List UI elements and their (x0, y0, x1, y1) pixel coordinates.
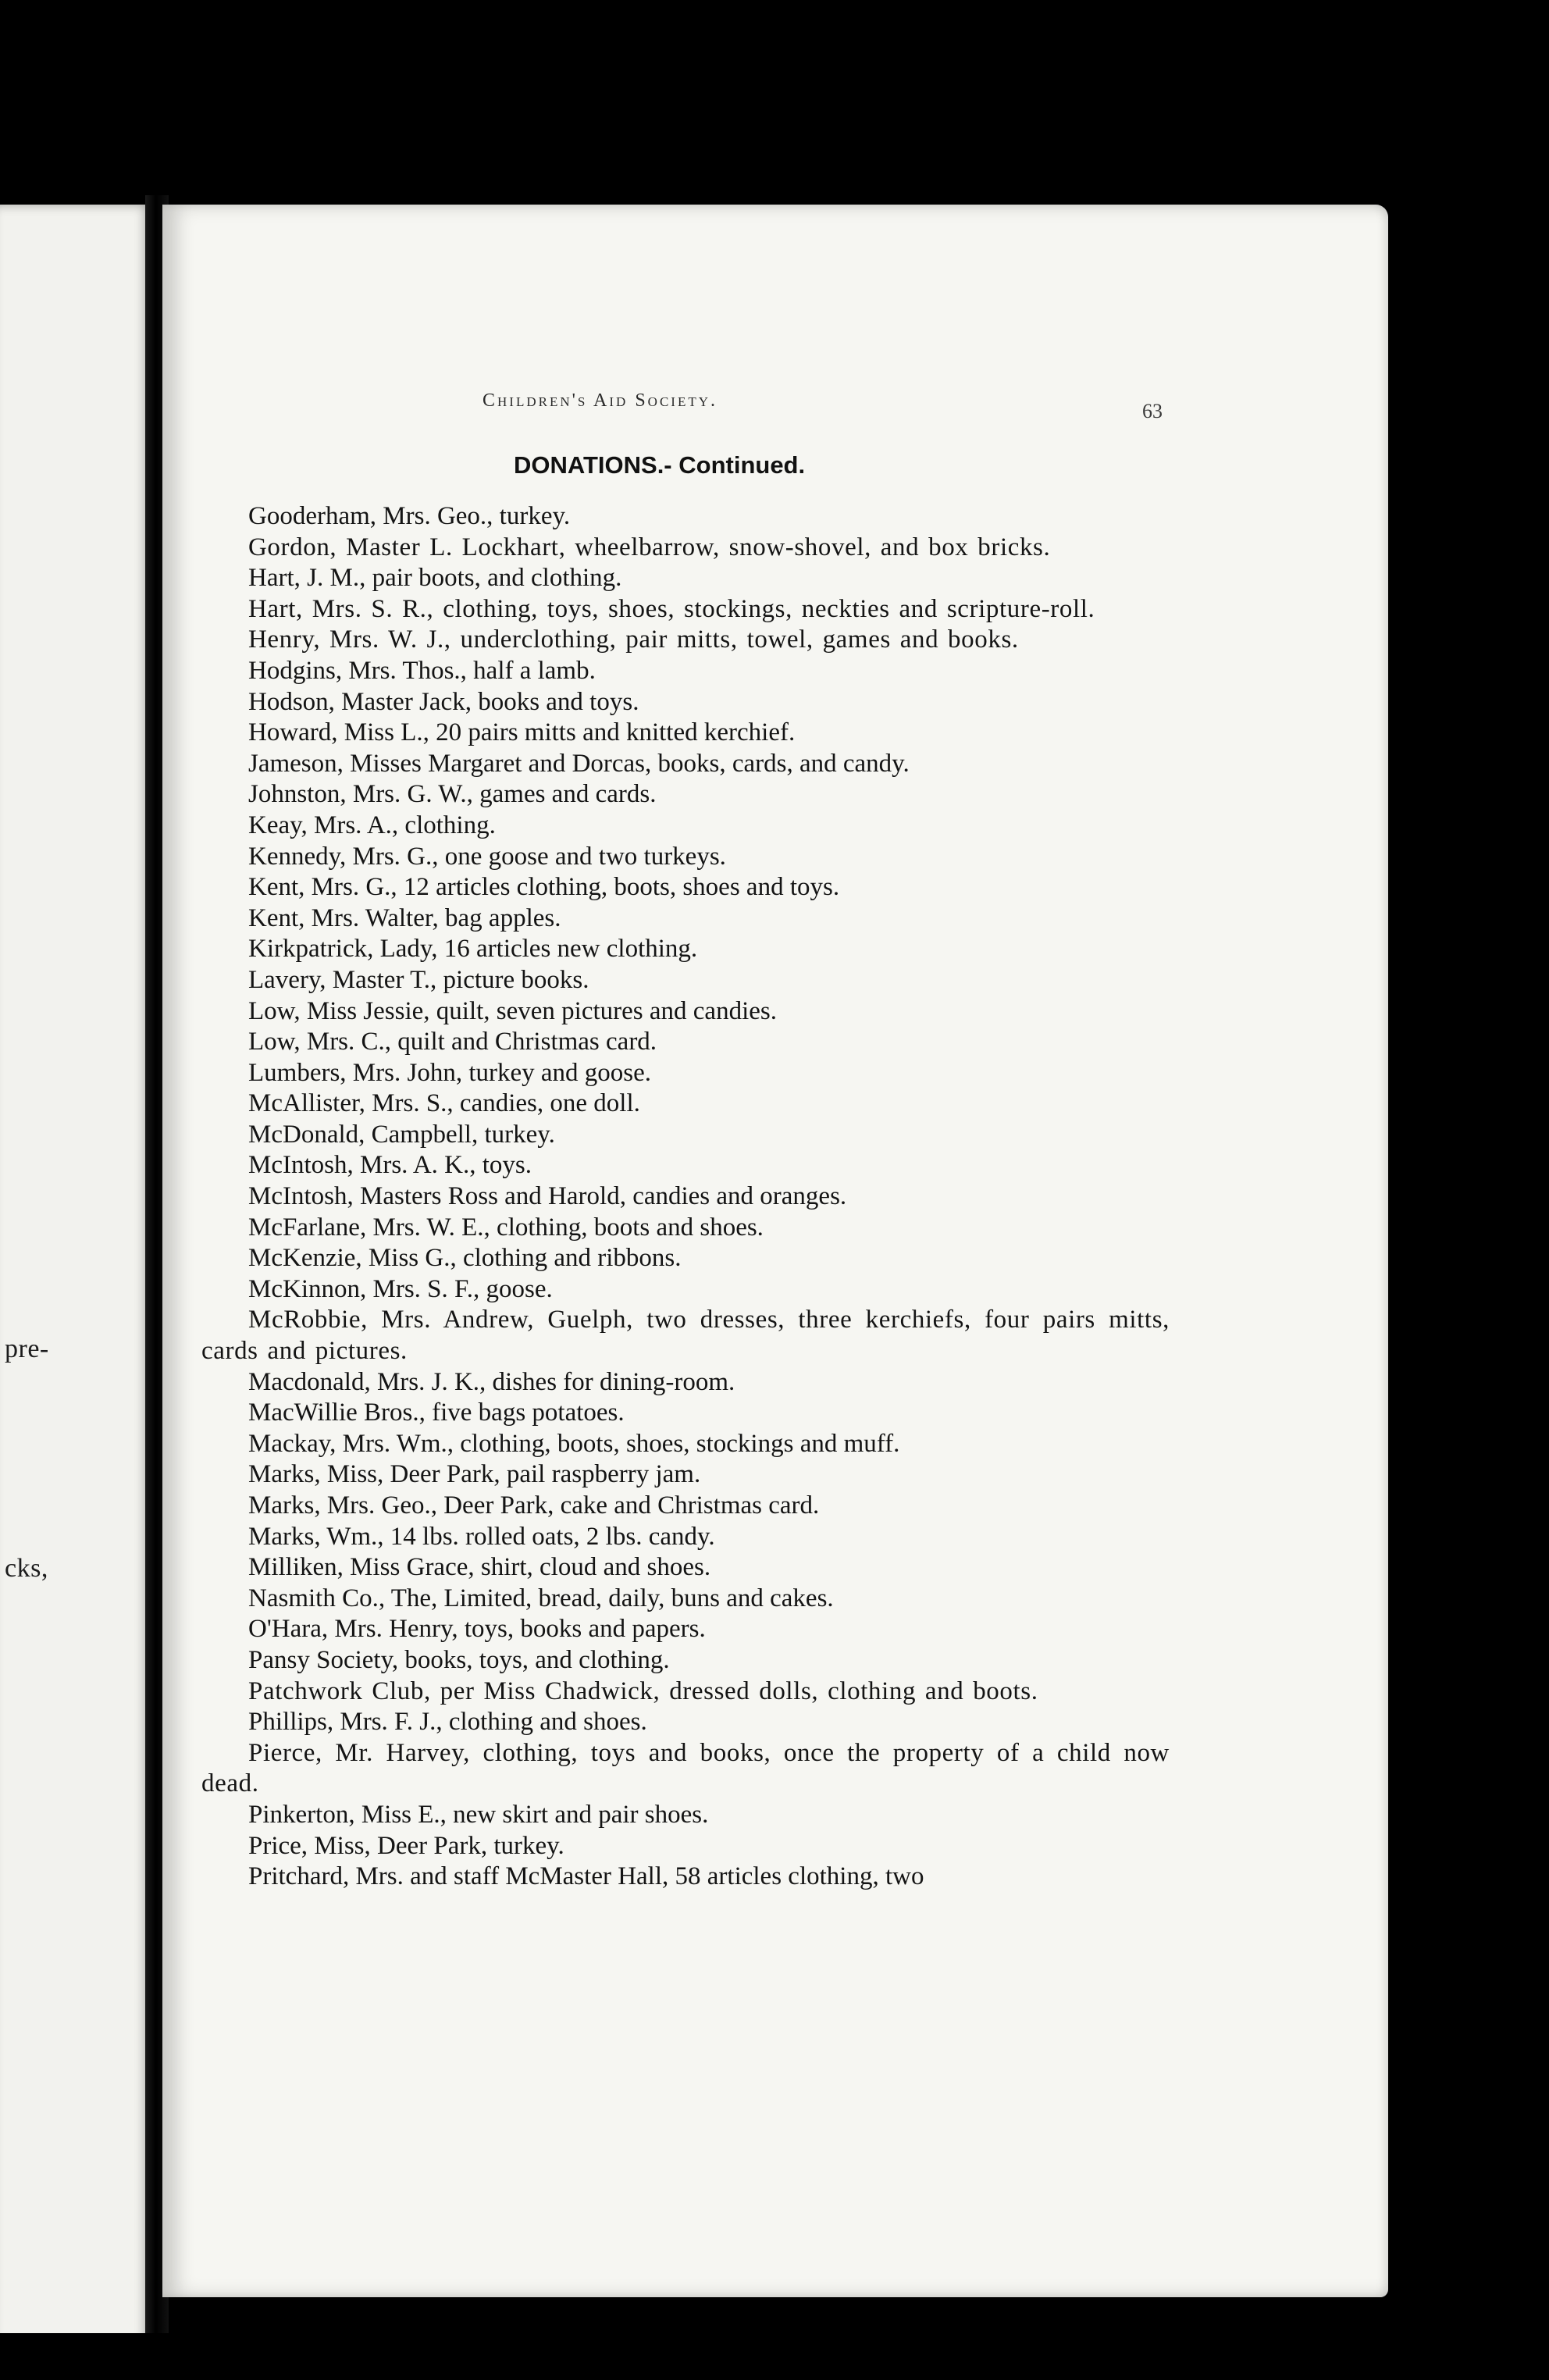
donation-entry: O'Hara, Mrs. Henry, toys, books and papers. (248, 1615, 706, 1644)
donation-entry: Henry, Mrs. W. J., underclothing, pair mitts, towel, games and books. (248, 625, 1019, 654)
donation-entry: Hodson, Master Jack, books and toys. (248, 687, 639, 716)
donation-entry: Phillips, Mrs. F. J., clothing and shoes. (248, 1708, 647, 1737)
donation-entry: Hart, J. M., pair boots, and clothing. (248, 564, 622, 593)
book-page (162, 205, 1388, 2297)
donation-entry: Lavery, Master T., picture books. (248, 965, 589, 994)
background-bottom (0, 2333, 1549, 2380)
donation-entry: MacWillie Bros., five bags potatoes. (248, 1398, 625, 1427)
donation-entry: McAllister, Mrs. S., candies, one doll. (248, 1089, 640, 1118)
donation-entry: Howard, Miss L., 20 pairs mitts and knitted kerchief. (248, 718, 796, 747)
donation-entry: Pansy Society, books, toys, and clothing. (248, 1645, 670, 1674)
donation-entry: Mackay, Mrs. Wm., clothing, boots, shoes, stockings and muff. (248, 1429, 900, 1458)
left-page-fragment: cks, (5, 1554, 48, 1583)
donation-entry: Gooderham, Mrs. Geo., turkey. (248, 502, 571, 530)
donation-entry: Macdonald, Mrs. J. K., dishes for dining-room. (248, 1367, 735, 1396)
donation-entry: McRobbie, Mrs. Andrew, Guelph, two dresses, three kerchiefs, four pairs mitts, cards and pictures. (201, 1306, 1170, 1366)
donation-entry: Pritchard, Mrs. and staff McMaster Hall, 58 articles clothing, two (248, 1862, 924, 1891)
running-head: Children's Aid Society. (483, 390, 718, 411)
donation-entry: McIntosh, Masters Ross and Harold, candies and oranges. (248, 1182, 847, 1211)
donation-entry: McDonald, Campbell, turkey. (248, 1120, 555, 1149)
donation-entry: Kent, Mrs. G., 12 articles clothing, boots, shoes and toys. (248, 873, 840, 902)
donation-entry: McKenzie, Miss G., clothing and ribbons. (248, 1244, 682, 1273)
donation-entry: Keay, Mrs. A., clothing. (248, 811, 496, 839)
donation-entry: McIntosh, Mrs. A. K., toys. (248, 1151, 532, 1180)
donation-entry: Marks, Miss, Deer Park, pail raspberry jam. (248, 1460, 701, 1489)
donation-entry: Pierce, Mr. Harvey, clothing, toys and books, once the property of a child now dead. (201, 1738, 1170, 1798)
facing-page-left (0, 205, 153, 2344)
donation-entry: Hart, Mrs. S. R., clothing, toys, shoes, stockings, neckties and scripture-roll. (248, 594, 1095, 623)
donation-entry: Kirkpatrick, Lady, 16 articles new clothing. (248, 935, 698, 964)
donation-entry: Milliken, Miss Grace, shirt, cloud and shoes. (248, 1553, 711, 1582)
donation-entry: Patchwork Club, per Miss Chadwick, dressed dolls, clothing and boots. (248, 1676, 1038, 1705)
donation-entry: Marks, Mrs. Geo., Deer Park, cake and Christmas card. (248, 1491, 820, 1520)
donation-entry: Jameson, Misses Margaret and Dorcas, books, cards, and candy. (248, 749, 910, 778)
donation-entry: Low, Mrs. C., quilt and Christmas card. (248, 1028, 657, 1056)
section-heading: DONATIONS.- Continued. (514, 451, 806, 479)
donation-entry: Low, Miss Jessie, quilt, seven pictures and candies. (248, 996, 777, 1025)
donation-entry: Price, Miss, Deer Park, turkey. (248, 1831, 564, 1860)
donation-entry: Kennedy, Mrs. G., one goose and two turkeys. (248, 842, 726, 871)
donation-entry: Marks, Wm., 14 lbs. rolled oats, 2 lbs. candy. (248, 1522, 715, 1551)
left-page-fragment: pre- (5, 1334, 49, 1363)
donation-entry: McFarlane, Mrs. W. E., clothing, boots and shoes. (248, 1213, 764, 1242)
donation-entry: Hodgins, Mrs. Thos., half a lamb. (248, 656, 596, 685)
donation-entry: Kent, Mrs. Walter, bag apples. (248, 903, 561, 932)
donation-entry: McKinnon, Mrs. S. F., goose. (248, 1274, 553, 1303)
donation-entry: Nasmith Co., The, Limited, bread, daily, buns and cakes. (248, 1584, 834, 1612)
donation-entry: Pinkerton, Miss E., new skirt and pair shoes. (248, 1800, 709, 1829)
donation-entry: Gordon, Master L. Lockhart, wheelbarrow, snow-shovel, and box bricks. (248, 533, 1051, 561)
donation-entry: Lumbers, Mrs. John, turkey and goose. (248, 1058, 652, 1087)
page-number: 63 (1142, 400, 1163, 422)
donation-entry: Johnston, Mrs. G. W., games and cards. (248, 780, 657, 809)
donations-list (201, 501, 1170, 1893)
